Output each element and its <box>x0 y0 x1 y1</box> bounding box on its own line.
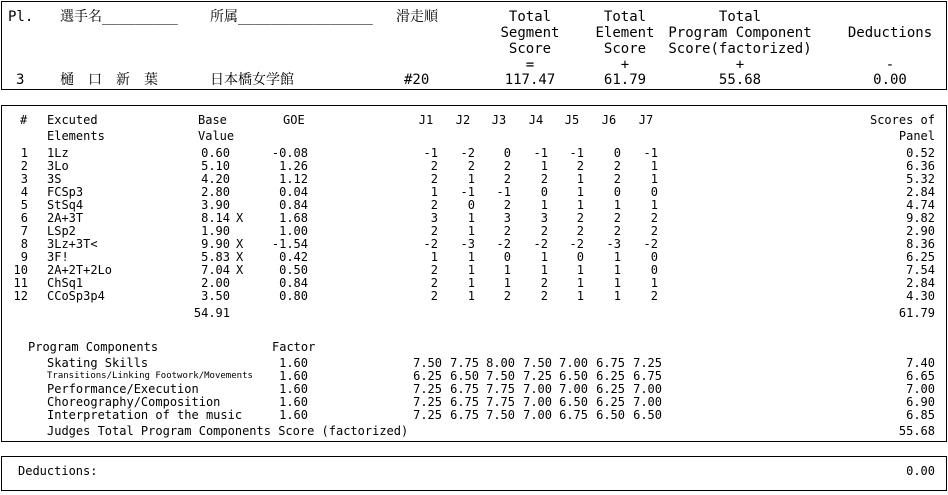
component-panel-score: 7.40 <box>906 356 935 370</box>
element-judge-score: -1 <box>423 146 438 160</box>
element-goe: 1.00 <box>279 224 308 238</box>
col-score-1: Scores of <box>869 113 935 127</box>
element-judge-score: 0 <box>613 146 621 160</box>
component-name: Skating Skills <box>47 356 149 370</box>
element-number: 11 <box>13 276 28 290</box>
element-goe: 0.50 <box>279 263 308 277</box>
element-judge-score: 2 <box>503 198 511 212</box>
club-name: 日本橋女学館 <box>210 72 294 88</box>
element-judge-score: 2 <box>430 276 438 290</box>
judge-header: J7 <box>638 113 654 127</box>
col-element-1: Excuted <box>47 113 98 127</box>
component-judge-score: 7.25 <box>633 356 662 370</box>
component-judge-score: 6.75 <box>450 395 479 409</box>
component-judge-score: 7.75 <box>450 356 479 370</box>
element-judge-score: 1 <box>503 276 511 290</box>
factor-label: Factor <box>272 340 316 354</box>
element-judge-score: 2 <box>576 159 584 173</box>
element-judge-score: 2 <box>503 159 511 173</box>
col-base-2: Value <box>198 129 235 143</box>
pcs-label-2: Program Component <box>668 25 812 41</box>
element-base-value: 2.80 <box>201 185 230 199</box>
col-score-2: Panel <box>898 129 935 143</box>
place-label: Pl. <box>8 9 34 25</box>
component-judge-score: 8.00 <box>486 356 515 370</box>
element-judge-score: 2 <box>503 224 511 238</box>
element-name: ChSq1 <box>47 276 84 290</box>
element-judge-score: 0 <box>613 185 621 199</box>
element-judge-score: 0 <box>650 185 658 199</box>
element-judge-score: 2 <box>650 289 658 303</box>
element-number: 6 <box>20 211 28 225</box>
element-judge-score: 1 <box>540 159 548 173</box>
element-judge-score: 1 <box>613 276 621 290</box>
place-value: 3 <box>16 72 25 88</box>
element-judge-score: 1 <box>467 224 475 238</box>
element-base-value: 3.50 <box>201 289 230 303</box>
element-judge-score: -2 <box>533 237 548 251</box>
element-judge-score: 3 <box>540 211 548 225</box>
element-judge-score: 2 <box>540 276 548 290</box>
element-judge-score: 2 <box>613 172 621 186</box>
element-judge-score: 1 <box>540 263 548 277</box>
element-judge-score: 1 <box>467 276 475 290</box>
element-judge-score: 2 <box>613 224 621 238</box>
element-number: 3 <box>20 172 28 186</box>
tss-label-2: Segment <box>500 25 560 41</box>
component-judge-score: 7.75 <box>486 382 515 396</box>
component-factor: 1.60 <box>279 408 308 422</box>
component-factor: 1.60 <box>279 395 308 409</box>
element-judge-score: 3 <box>503 211 511 225</box>
element-panel-score: 5.32 <box>906 172 935 186</box>
element-panel-score: 9.82 <box>906 211 935 225</box>
element-panel-score: 2.84 <box>906 185 935 199</box>
element-judge-score: 2 <box>576 224 584 238</box>
component-judge-score: 7.75 <box>486 395 515 409</box>
element-x-mark: X <box>236 250 244 264</box>
element-judge-score: 3 <box>430 211 438 225</box>
element-base-value: 5.83 <box>201 250 230 264</box>
element-judge-score: 1 <box>650 198 658 212</box>
element-judge-score: 1 <box>613 250 621 264</box>
element-judge-score: 0 <box>650 250 658 264</box>
element-judge-score: -2 <box>569 237 584 251</box>
element-judge-score: 2 <box>650 211 658 225</box>
component-judge-score: 7.00 <box>559 382 588 396</box>
element-panel-score: 6.25 <box>906 250 935 264</box>
component-judge-score: 6.75 <box>596 356 625 370</box>
tes-label-2: Element <box>595 25 655 41</box>
element-base-value: 2.00 <box>201 276 230 290</box>
element-judge-score: 1 <box>540 250 548 264</box>
component-judge-score: 7.00 <box>633 395 662 409</box>
element-x-mark: X <box>236 211 244 225</box>
element-goe: 1.12 <box>279 172 308 186</box>
element-judge-score: 2 <box>576 211 584 225</box>
element-number: 4 <box>20 185 28 199</box>
element-judge-score: 1 <box>613 263 621 277</box>
tes-sign: + <box>620 57 630 73</box>
ded-label: Deductions <box>847 25 933 41</box>
element-judge-score: 1 <box>576 263 584 277</box>
component-judge-score: 7.25 <box>413 395 442 409</box>
pcs-label-3: Score(factorized) <box>668 41 812 57</box>
element-judge-score: 1 <box>576 276 584 290</box>
element-base-value: 9.90 <box>201 237 230 251</box>
component-judge-score: 6.25 <box>413 369 442 383</box>
element-judge-score: 1 <box>576 198 584 212</box>
element-name: 3S <box>47 172 62 186</box>
component-factor: 1.60 <box>279 356 308 370</box>
element-goe: 1.26 <box>279 159 308 173</box>
element-number: 5 <box>20 198 28 212</box>
element-judge-score: 1 <box>540 198 548 212</box>
element-judge-score: 2 <box>430 159 438 173</box>
component-judge-score: 6.50 <box>559 395 588 409</box>
name-label: 選手名_________ <box>60 9 178 25</box>
element-judge-score: 2 <box>430 289 438 303</box>
element-judge-score: 2 <box>540 172 548 186</box>
component-judge-score: 7.25 <box>413 382 442 396</box>
element-goe: -1.54 <box>271 237 308 251</box>
element-goe: 0.84 <box>279 198 308 212</box>
element-judge-score: 0 <box>576 250 584 264</box>
element-panel-score: 7.54 <box>906 263 935 277</box>
base-value-total: 54.91 <box>193 306 230 320</box>
component-judge-score: 7.00 <box>559 356 588 370</box>
component-panel-score: 6.85 <box>906 408 935 422</box>
component-judge-score: 7.00 <box>523 395 552 409</box>
element-base-value: 8.14 <box>201 211 230 225</box>
element-name: FCSp3 <box>47 185 84 199</box>
component-judge-score: 6.75 <box>450 382 479 396</box>
col-number: # <box>20 113 28 127</box>
element-judge-score: 1 <box>467 211 475 225</box>
deductions-box <box>1 456 947 491</box>
element-judge-score: -3 <box>460 237 475 251</box>
element-judge-score: 1 <box>467 250 475 264</box>
col-base-1: Base <box>198 113 227 127</box>
component-judge-score: 6.25 <box>596 369 625 383</box>
element-judge-score: 2 <box>613 159 621 173</box>
component-judge-score: 7.50 <box>486 369 515 383</box>
tss-value: 117.47 <box>504 72 556 88</box>
element-name: 3F! <box>47 250 69 264</box>
component-name: Performance/Execution <box>47 382 199 396</box>
element-judge-score: -2 <box>460 146 475 160</box>
component-panel-score: 6.90 <box>906 395 935 409</box>
element-judge-score: -1 <box>569 146 584 160</box>
element-judge-score: 1 <box>650 159 658 173</box>
element-number: 1 <box>20 146 28 160</box>
component-name: Interpretation of the music <box>47 408 243 422</box>
element-judge-score: 2 <box>430 198 438 212</box>
element-judge-score: 2 <box>613 211 621 225</box>
club-label: 所属________________ <box>210 9 373 25</box>
element-judge-score: 1 <box>576 172 584 186</box>
tes-label-1: Total <box>603 9 647 25</box>
pcs-value: 55.68 <box>718 72 762 88</box>
element-name: 3Lz+3T< <box>47 237 98 251</box>
component-judge-score: 6.75 <box>450 408 479 422</box>
element-panel-score: 2.90 <box>906 224 935 238</box>
component-judge-score: 6.75 <box>633 369 662 383</box>
element-judge-score: 1 <box>613 198 621 212</box>
element-judge-score: 2 <box>503 172 511 186</box>
component-judge-score: 7.25 <box>413 408 442 422</box>
element-name: CCoSp3p4 <box>47 289 105 303</box>
element-base-value: 3.90 <box>201 198 230 212</box>
component-judge-score: 6.25 <box>596 382 625 396</box>
element-panel-score: 0.52 <box>906 146 935 160</box>
element-judge-score: 1 <box>467 263 475 277</box>
component-judge-score: 6.50 <box>450 369 479 383</box>
element-name: 2A+2T+2Lo <box>47 263 113 277</box>
judge-header: J6 <box>601 113 617 127</box>
component-judge-score: 6.50 <box>633 408 662 422</box>
element-judge-score: 2 <box>540 289 548 303</box>
element-base-value: 1.90 <box>201 224 230 238</box>
tss-label-3: Score <box>508 41 552 57</box>
element-name: StSq4 <box>47 198 84 212</box>
element-judge-score: -2 <box>423 237 438 251</box>
element-goe: 0.04 <box>279 185 308 199</box>
start-order: #20 <box>404 72 430 88</box>
element-judge-score: 1 <box>576 289 584 303</box>
pcs-total-label: Judges Total Program Components Score (factorized) <box>47 424 409 438</box>
deductions-label: Deductions: <box>18 464 98 478</box>
element-number: 9 <box>20 250 28 264</box>
component-judge-score: 6.25 <box>596 395 625 409</box>
element-panel-score: 2.84 <box>906 276 935 290</box>
element-name: 3Lo <box>47 159 69 173</box>
component-judge-score: 7.00 <box>523 382 552 396</box>
judge-header: J4 <box>528 113 544 127</box>
ded-value: 0.00 <box>873 72 907 88</box>
element-judge-score: 1 <box>503 263 511 277</box>
component-panel-score: 6.65 <box>906 369 935 383</box>
element-judge-score: 0 <box>540 185 548 199</box>
component-judge-score: 7.00 <box>633 382 662 396</box>
col-goe: GOE <box>283 113 305 127</box>
element-judge-score: -1 <box>533 146 548 160</box>
component-judge-score: 7.00 <box>523 408 552 422</box>
component-judge-score: 6.50 <box>559 369 588 383</box>
element-goe: 0.42 <box>279 250 308 264</box>
element-judge-score: -2 <box>643 237 658 251</box>
element-base-value: 0.60 <box>201 146 230 160</box>
component-judge-score: 6.75 <box>559 408 588 422</box>
pcs-sign: + <box>735 57 745 73</box>
tss-sign: = <box>525 57 535 73</box>
element-number: 10 <box>13 263 28 277</box>
element-goe: 1.68 <box>279 211 308 225</box>
element-number: 8 <box>20 237 28 251</box>
element-judge-score: 1 <box>467 289 475 303</box>
element-x-mark: X <box>236 263 244 277</box>
element-panel-score: 6.36 <box>906 159 935 173</box>
element-judge-score: 1 <box>467 172 475 186</box>
element-judge-score: -3 <box>606 237 621 251</box>
element-number: 2 <box>20 159 28 173</box>
element-x-mark: X <box>236 237 244 251</box>
element-judge-score: 0 <box>650 263 658 277</box>
pcs-total-value: 55.68 <box>898 424 935 438</box>
element-panel-score: 4.74 <box>906 198 935 212</box>
pcs-label-1: Total <box>718 9 762 25</box>
element-judge-score: 2 <box>540 224 548 238</box>
element-name: 2A+3T <box>47 211 84 225</box>
element-judge-score: 2 <box>650 224 658 238</box>
judge-header: J2 <box>455 113 471 127</box>
component-judge-score: 7.50 <box>413 356 442 370</box>
element-judge-score: -1 <box>496 185 511 199</box>
element-judge-score: 1 <box>430 250 438 264</box>
deductions-value: 0.00 <box>906 464 935 478</box>
element-base-value: 5.10 <box>201 159 230 173</box>
element-base-value: 7.04 <box>201 263 230 277</box>
element-judge-score: -1 <box>460 185 475 199</box>
element-judge-score: 1 <box>650 276 658 290</box>
element-number: 7 <box>20 224 28 238</box>
col-element-2: Elements <box>47 129 105 143</box>
element-judge-score: 2 <box>430 224 438 238</box>
component-factor: 1.60 <box>279 369 308 383</box>
element-number: 12 <box>13 289 28 303</box>
element-goe: 0.84 <box>279 276 308 290</box>
component-name: Transitions/Linking Footwork/Movements <box>47 371 253 381</box>
component-panel-score: 7.00 <box>906 382 935 396</box>
element-judge-score: 2 <box>467 159 475 173</box>
element-judge-score: 1 <box>430 185 438 199</box>
component-factor: 1.60 <box>279 382 308 396</box>
element-goe: 0.80 <box>279 289 308 303</box>
judge-header: J3 <box>491 113 507 127</box>
component-judge-score: 7.50 <box>523 356 552 370</box>
element-judge-score: 2 <box>503 289 511 303</box>
components-title: Program Components <box>28 340 159 354</box>
element-goe: -0.08 <box>271 146 308 160</box>
tes-value: 61.79 <box>603 72 647 88</box>
element-name: LSp2 <box>47 224 76 238</box>
component-judge-score: 6.50 <box>596 408 625 422</box>
skater-name: 樋 口 新 葉 <box>60 72 158 88</box>
ded-sign: - <box>885 57 895 73</box>
element-panel-score: 4.30 <box>906 289 935 303</box>
tss-label-1: Total <box>508 9 552 25</box>
element-judge-score: 0 <box>467 198 475 212</box>
element-judge-score: -2 <box>496 237 511 251</box>
element-judge-score: 1 <box>613 289 621 303</box>
component-judge-score: 7.50 <box>486 408 515 422</box>
element-panel-score: 8.36 <box>906 237 935 251</box>
element-judge-score: 2 <box>430 172 438 186</box>
element-judge-score: 0 <box>503 250 511 264</box>
element-judge-score: 2 <box>430 263 438 277</box>
order-label: 滑走順 <box>396 9 438 25</box>
element-name: 1Lz <box>47 146 69 160</box>
judge-header: J1 <box>418 113 434 127</box>
tes-label-3: Score <box>603 41 647 57</box>
element-judge-score: -1 <box>643 146 658 160</box>
component-judge-score: 7.25 <box>523 369 552 383</box>
element-judge-score: 1 <box>576 185 584 199</box>
elements-score-total: 61.79 <box>898 306 935 320</box>
element-base-value: 4.20 <box>201 172 230 186</box>
component-name: Choreography/Composition <box>47 395 221 409</box>
element-judge-score: 0 <box>503 146 511 160</box>
judge-header: J5 <box>564 113 580 127</box>
element-judge-score: 1 <box>650 172 658 186</box>
